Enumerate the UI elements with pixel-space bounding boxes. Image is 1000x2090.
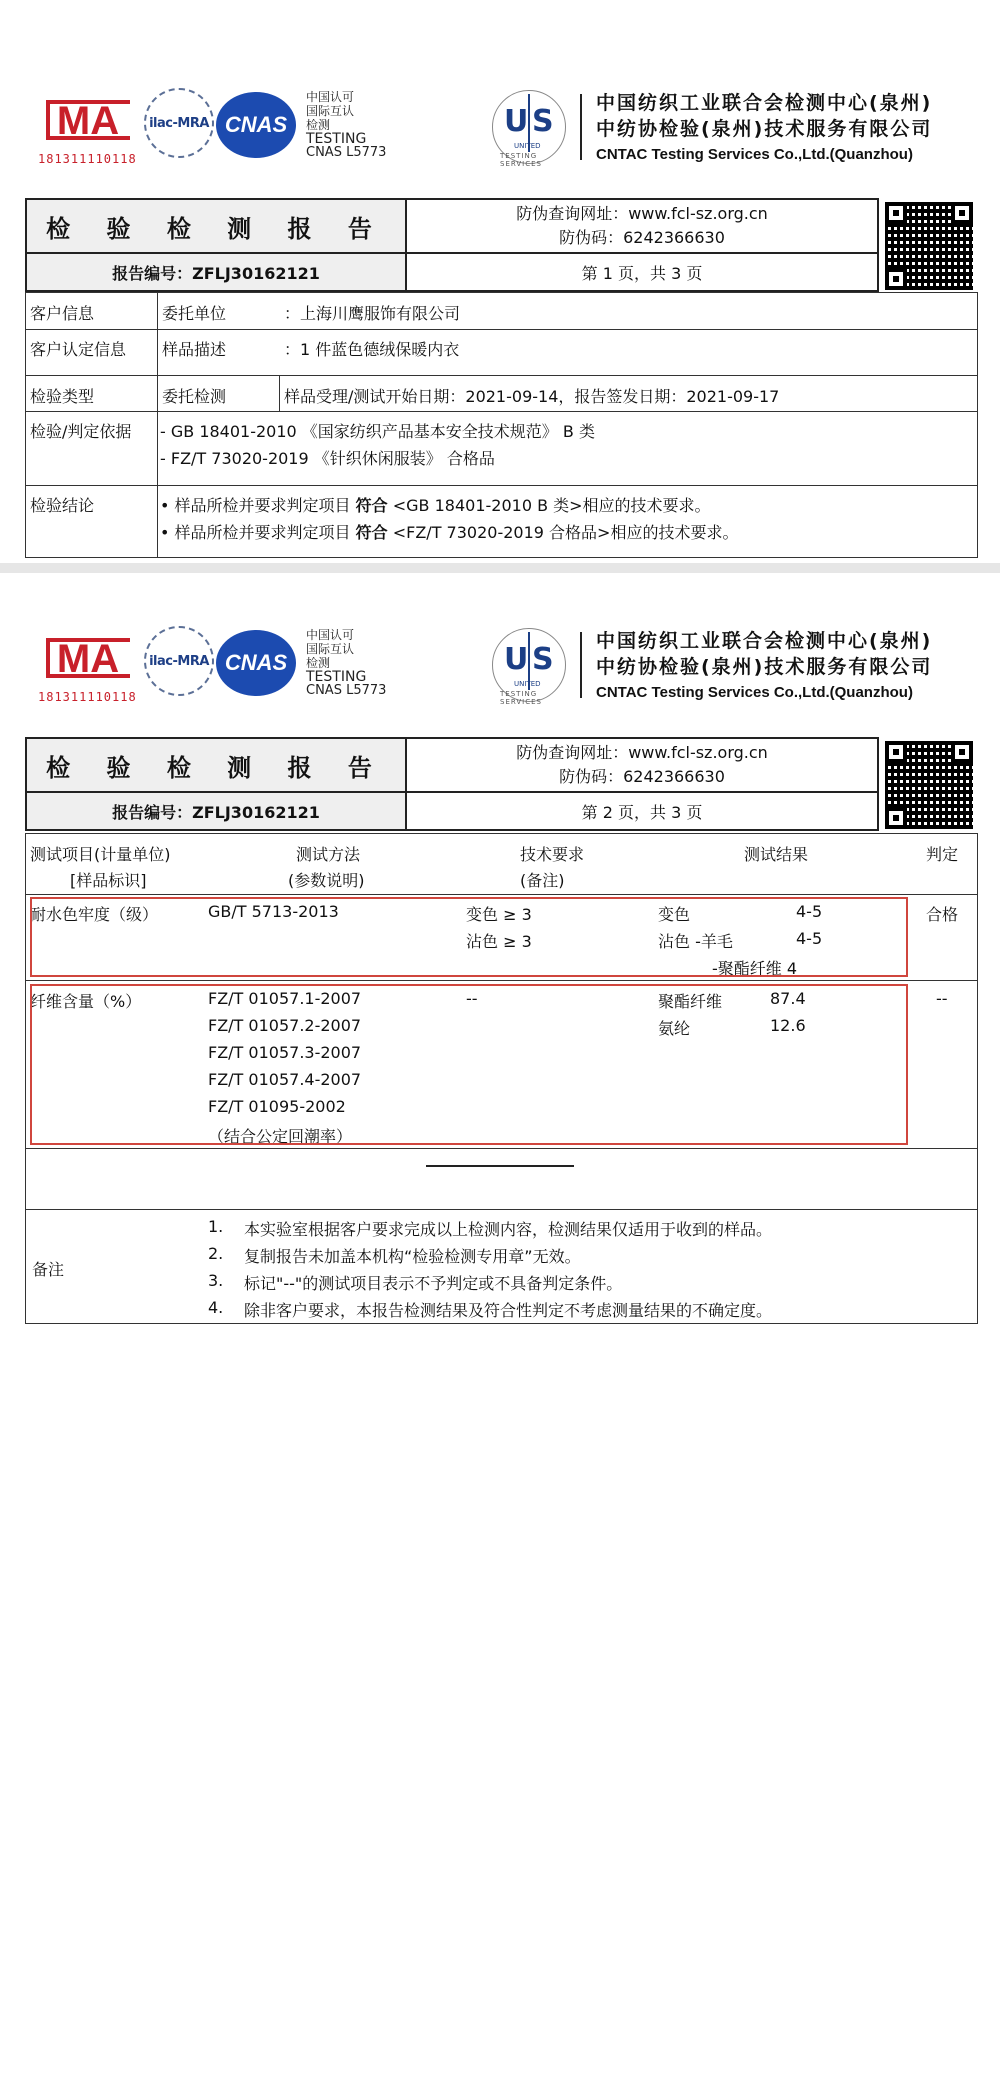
uts-logo-s: S: [532, 642, 554, 677]
report-header: [0, 620, 1000, 720]
test-item-name: 纤维含量（%）: [30, 992, 142, 1011]
cnas-text-line: 检测: [306, 118, 331, 132]
table-row-line: [26, 1209, 977, 1210]
cnas-logo: [216, 92, 296, 158]
cma-logo-text: MA: [56, 637, 120, 681]
result-value: 4-5: [796, 929, 823, 948]
test-method: FZ/T 01057.1-2007: [208, 989, 362, 1008]
report-number-cell: [25, 791, 407, 831]
organization-name: [596, 628, 932, 706]
col-header-item-sub: [样品标识]: [70, 871, 147, 890]
cma-cert-number: 181311110118: [38, 152, 137, 166]
table-row-line: [26, 980, 977, 981]
conclusion-prefix: • 样品所检并要求判定项目: [160, 496, 351, 515]
page-separator: [0, 563, 1000, 573]
result-label: 变色: [658, 905, 691, 924]
uts-logo: [492, 628, 568, 706]
ilac-logo-text: ilac-MRA: [149, 653, 209, 669]
report-title: 检 验 检 测 报 告: [46, 214, 386, 243]
qr-finder: [951, 202, 973, 224]
requirement-line: --: [466, 989, 478, 1008]
conclusion-pass: 符合: [355, 496, 388, 515]
test-method: FZ/T 01057.2-2007: [208, 1016, 362, 1035]
table-divider: [279, 375, 280, 411]
report-title-cell: [25, 198, 407, 254]
cnas-text-line: CNAS L5773: [306, 683, 387, 698]
report-head-box: [25, 737, 977, 831]
test-type-label: 检验类型: [30, 387, 95, 406]
qr-code: [885, 741, 973, 829]
conclusion-pass: 符合: [355, 523, 388, 542]
notes-label: 备注: [32, 1260, 65, 1279]
col-header-method: 测试方法: [296, 845, 361, 864]
table-divider: [26, 1462, 977, 1776]
org-name-cn-2: 中纺协检验(泉州)技术服务有限公司: [596, 656, 933, 678]
table-row-line: [26, 329, 977, 330]
result-line: -聚酯纤维 4: [712, 959, 798, 978]
ilac-mra-logo: [144, 88, 214, 158]
ilac-mra-logo: [144, 626, 214, 696]
conclusion-line-2: [160, 520, 738, 543]
page-number-cell: [405, 252, 879, 292]
report-title-cell: [25, 737, 407, 793]
blank-line: [426, 1165, 574, 1167]
sample-description: ：1 件蓝色德绒保暖内衣: [284, 340, 460, 359]
uts-service-text: TESTING SERVICES: [500, 152, 542, 168]
test-dates: 样品受理/测试开始日期：2021-09-14，报告签发日期：2021-09-17: [284, 387, 780, 406]
judgement-value: 合格: [926, 905, 959, 924]
client-info-label: 客户信息: [30, 304, 95, 323]
uts-unit-text: UNITED: [514, 680, 541, 688]
cnas-text-line: CNAS L5773: [306, 145, 387, 160]
judgement-value: --: [936, 989, 948, 1008]
conclusion-line-1: [160, 493, 711, 516]
anti-fake-url: 防伪查询网址：www.fcl-sz.org.cn: [516, 743, 768, 762]
ilac-logo-text: ilac-MRA: [149, 115, 209, 131]
uts-logo: [492, 90, 568, 168]
report-title: 检 验 检 测 报 告: [46, 753, 386, 782]
cma-logo: [36, 628, 140, 704]
report-page-2: [0, 580, 1000, 1364]
client-name: ：上海川鹰服饰有限公司: [284, 304, 461, 323]
requirement-line: 沾色 ≥ 3: [466, 932, 532, 951]
report-head-box: [25, 198, 977, 292]
org-name-en: CNTAC Testing Services Co.,Ltd.(Quanzhou): [596, 146, 913, 163]
conclusion-standard: <FZ/T 73020-2019 合格品>相应的技术要求。: [392, 523, 739, 542]
table-row-line: [26, 375, 977, 376]
qr-finder: [885, 268, 907, 290]
report-number: 报告编号：ZFLJ30162121: [112, 802, 320, 822]
note-number: 4.: [208, 1298, 224, 1317]
qr-code: [885, 202, 973, 290]
report-header: [0, 82, 1000, 182]
result-value: 12.6: [770, 1016, 806, 1035]
cnas-text-line: 检测: [306, 656, 331, 670]
conclusion-standard: <GB 18401-2010 B 类>相应的技术要求。: [392, 496, 711, 515]
result-label: 沾色 -羊毛: [658, 932, 733, 951]
col-header-judgement: 判定: [926, 845, 959, 864]
cma-cert-number: 181311110118: [38, 690, 137, 704]
cma-logo-text: MA: [56, 99, 120, 143]
qr-finder: [951, 741, 973, 763]
client-sub-label: 委托单位: [162, 304, 227, 323]
org-name-cn-2: 中纺协检验(泉州)技术服务有限公司: [596, 118, 933, 140]
uts-logo-u: U: [504, 642, 529, 677]
conclusion-prefix: • 样品所检并要求判定项目: [160, 523, 351, 542]
table-row-line: [26, 411, 977, 412]
note-text: 除非客户要求，本报告检测结果及符合性判定不考虑测量结果的不确定度。: [244, 1301, 773, 1320]
result-value: 87.4: [770, 989, 806, 1008]
qr-finder: [885, 807, 907, 829]
cnas-text-line: 中国认可: [306, 90, 355, 104]
note-text: 复制报告未加盖本机构“检验检测专用章”无效。: [244, 1247, 581, 1266]
col-header-requirement-sub: (备注): [520, 871, 565, 890]
report-number: 报告编号：ZFLJ30162121: [112, 263, 320, 283]
test-basis-item: - GB 18401-2010 《国家纺织产品基本安全技术规范》 B 类: [160, 422, 595, 441]
uts-service-text: TESTING SERVICES: [500, 690, 542, 706]
cnas-logo-text: CNAS: [224, 650, 288, 675]
cnas-text-line: TESTING: [306, 669, 367, 685]
note-number: 2.: [208, 1244, 224, 1263]
table-divider: [26, 1776, 977, 2090]
page-number: 第 1 页，共 3 页: [581, 263, 703, 283]
cnas-logo: [216, 630, 296, 696]
test-method: GB/T 5713-2013: [208, 902, 339, 921]
anti-fake-cell: [405, 737, 879, 793]
note-text: 本实验室根据客户要求完成以上检测内容，检测结果仅适用于收到的样品。: [244, 1220, 773, 1239]
test-method: FZ/T 01057.3-2007: [208, 1043, 362, 1062]
anti-fake-url: 防伪查询网址：www.fcl-sz.org.cn: [516, 204, 768, 223]
uts-unit-text: UNITED: [514, 142, 541, 150]
cnas-logo-text: CNAS: [224, 112, 288, 137]
uts-logo-u: U: [504, 104, 529, 139]
highlight-box: [30, 897, 908, 977]
header-divider: [580, 94, 582, 160]
cnas-text-line: 国际互认: [306, 104, 355, 118]
notes-table: [25, 1148, 978, 1324]
highlight-box: [30, 984, 908, 1145]
test-method-note: （结合公定回潮率）: [208, 1127, 353, 1146]
anti-fake-code: 防伪码：6242366630: [559, 767, 725, 786]
report-number-cell: [25, 252, 407, 292]
cnas-accreditation-text: [306, 90, 386, 160]
test-item-name: 耐水色牢度（级）: [30, 905, 159, 924]
anti-fake-cell: [405, 198, 879, 254]
page-number-cell: [405, 791, 879, 831]
result-label: 聚酯纤维: [658, 992, 723, 1011]
note-text: 标记"--"的测试项目表示不予判定或不具备判定条件。: [244, 1274, 623, 1293]
organization-name: [596, 90, 932, 168]
anti-fake-code: 防伪码：6242366630: [559, 228, 725, 247]
cnas-text-line: 国际互认: [306, 642, 355, 656]
table-divider: [157, 293, 158, 557]
sample-desc-label: 样品描述: [162, 340, 227, 359]
cma-logo: [36, 90, 140, 166]
col-header-method-sub: (参数说明): [288, 871, 365, 890]
result-value: 4-5: [796, 902, 823, 921]
page-number: 第 2 页，共 3 页: [581, 802, 703, 822]
result-label: 氨纶: [658, 1019, 691, 1038]
cnas-accreditation-text: [306, 628, 386, 698]
report-page-1: [0, 0, 1000, 565]
test-basis-item: - FZ/T 73020-2019 《针织休闲服装》 合格品: [160, 449, 495, 468]
col-header-result: 测试结果: [744, 845, 809, 864]
test-results-table: [25, 833, 978, 1149]
note-number: 1.: [208, 1217, 224, 1236]
org-name-en: CNTAC Testing Services Co.,Ltd.(Quanzhou): [596, 684, 913, 701]
uts-logo-s: S: [532, 104, 554, 139]
note-number: 3.: [208, 1271, 224, 1290]
conclusion-label: 检验结论: [30, 496, 95, 515]
requirement-line: 变色 ≥ 3: [466, 905, 532, 924]
cnas-text-line: TESTING: [306, 131, 367, 147]
table-row-line: [26, 894, 977, 895]
test-method: FZ/T 01057.4-2007: [208, 1070, 362, 1089]
client-verified-label: 客户认定信息: [30, 340, 127, 359]
col-header-item: 测试项目(计量单位): [30, 845, 171, 864]
org-name-cn-1: 中国纺织工业联合会检测中心(泉州): [596, 630, 933, 652]
test-method: FZ/T 01095-2002: [208, 1097, 346, 1116]
test-type-value: 委托检测: [162, 387, 227, 406]
qr-finder: [885, 202, 907, 224]
qr-finder: [885, 741, 907, 763]
table-row-line: [26, 485, 977, 486]
sample-info-table: [25, 292, 978, 558]
org-name-cn-1: 中国纺织工业联合会检测中心(泉州): [596, 92, 933, 114]
header-divider: [580, 632, 582, 698]
test-basis-label: 检验/判定依据: [30, 422, 132, 441]
col-header-requirement: 技术要求: [520, 845, 585, 864]
cnas-text-line: 中国认可: [306, 628, 355, 642]
